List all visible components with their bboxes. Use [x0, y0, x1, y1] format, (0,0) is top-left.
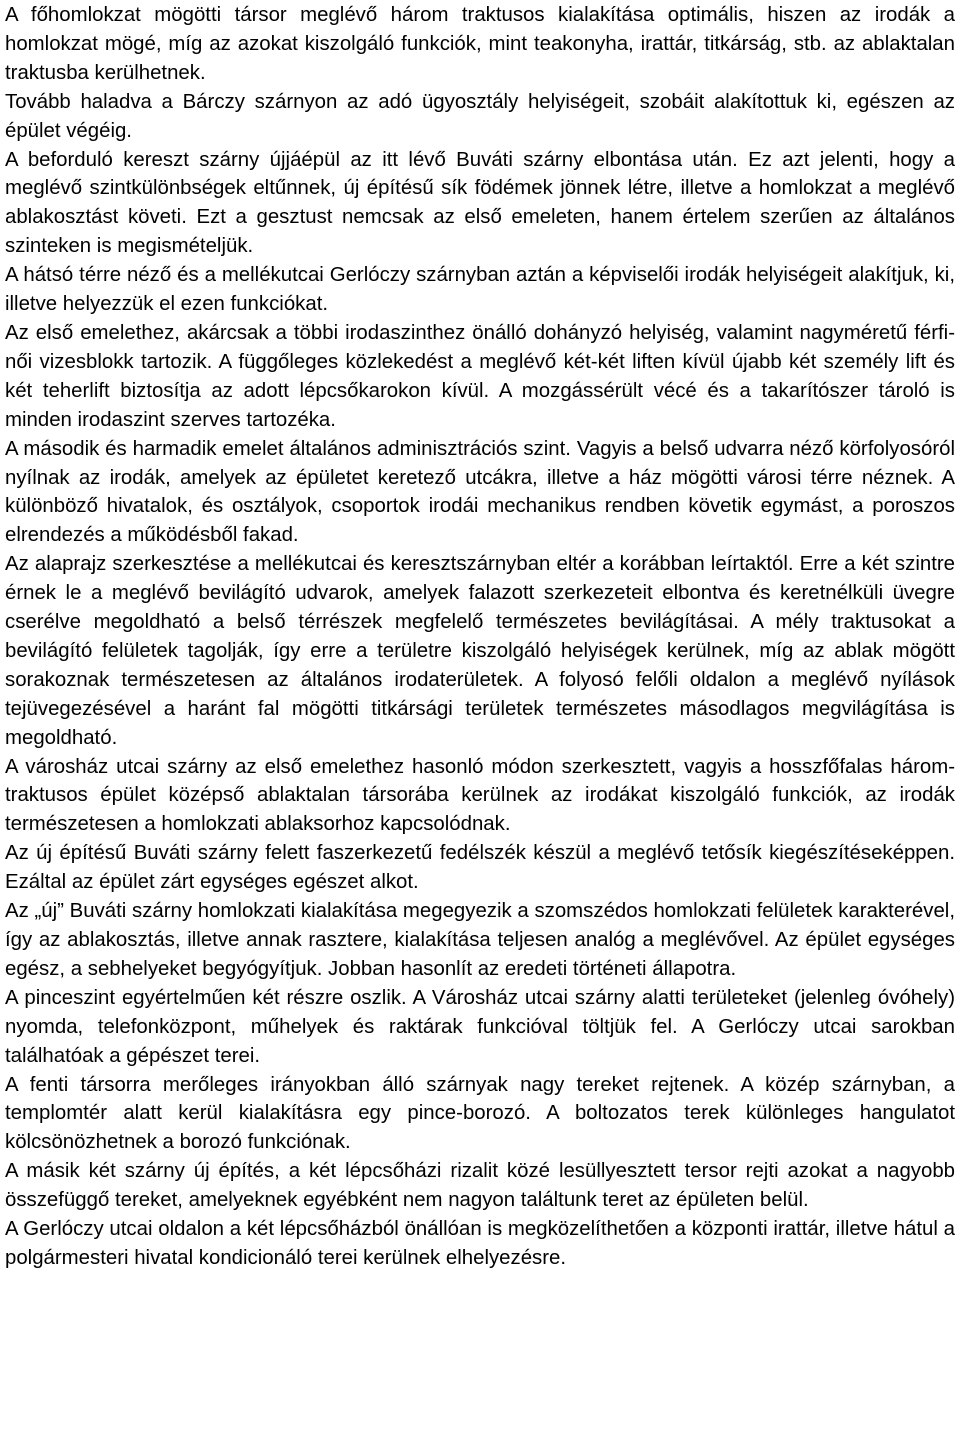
paragraph: A beforduló kereszt szárny újjáépül az itt lévő Buváti szárny elbontása után. Ez azt jelenti, hogy a meglévő szintkülönbségek eltűnnek, új építésű sík födémek jönnek létre, illetve a homlokzat a meglévő ablakosztást követi. Ezt a gesztust nemcsak az első emeleten, hanem értelem szerűen az általános szinteken is megismételjük. — [5, 148, 955, 258]
paragraph: A fenti társorra merőleges irányokban álló szárnyak nagy tereket rejtenek. A közép szárnyban, a templomtér alatt kerül kialakításra egy pince-borozó. A boltozatos terek különleges hangulatot kölcsönözhetnek a borozó funkciónak. — [5, 1073, 955, 1154]
document-body — [5, 0, 955, 1273]
paragraph: Az új építésű Buváti szárny felett faszerkezetű fedélszék készül a meglévő tetősík kiegészítéseképpen. Ezáltal az épület zárt egységes egészet alkot. — [5, 842, 955, 894]
paragraph: A pinceszint egyértelműen két részre oszlik. A Városház utcai szárny alatti területeket (jelenleg óvóhely) nyomda, telefonközpont, műhelyek és raktárak funkcióval töltjük fel. A Gerlóczy utcai sarokban találhatóak a gépészet terei. — [5, 986, 955, 1067]
paragraph: A második és harmadik emelet általános adminisztrációs szint. Vagyis a belső udvarra néző körfolyosóról nyílnak az irodák, amelyek az épületet keretező utcákra, illetve a ház mögötti városi térre néznek. A különböző hivatalok, és osztályok, csoportok irodái mechanikus rendben követik egymást, a poroszos elrendezés a működésből fakad. — [5, 437, 955, 547]
paragraph: A Gerlóczy utcai oldalon a két lépcsőházból önállóan is megközelíthetően a központi irattár, illetve hátul a polgármesteri hivatal kondicionáló terei kerülnek elhelyezésre. — [5, 1218, 955, 1269]
paragraph: A másik két szárny új építés, a két lépcsőházi rizalit közé lesüllyesztett tersor rejti azokat a nagyobb összefüggő tereket, amelyeknek egyébként nem nagyon találtunk teret az épületen belül. — [5, 1160, 955, 1212]
paragraph: Az alaprajz szerkesztése a mellékutcai és keresztszárnyban eltér a korábban leírtaktól. Erre a két szintre érnek le a meglévő bevilágító udvarok, amelyek falazott szerkezeteit elbontva és keretnélküli üvegre cserélve megoldható a belső térrészek megfelelő természetes bevilágításai. A mély traktusokat a bevilágító felületek tagolják, így erre a területre kiszolgáló helyiségek kerülnek, míg az ablak mögött sorakoznak természetesen az általános irodaterületek. A folyosó felőli oldalon a meglévő nyílások tejüvegezésével a haránt fal mögötti titkársági területek természetes másodlagos megvilágítása is megoldható. — [5, 553, 955, 749]
paragraph: A városház utcai szárny az első emelethez hasonló módon szerkesztett, vagyis a hosszfőfalas három-traktusos épület középső ablaktalan társorába kerülnek az irodákat kiszolgáló funkciók, az irodák természetesen a homlokzati ablaksorhoz kapcsolódnak. — [5, 755, 955, 836]
paragraph: Tovább haladva a Bárczy szárnyon az adó ügyosztály helyiségeit, szobáit alakítottuk ki, egészen az épület végéig. — [5, 90, 955, 142]
paragraph: A főhomlokzat mögötti társor meglévő három traktusos kialakítása optimális, hiszen az irodák a homlokzat mögé, míg az azokat kiszolgáló funkciók, mint teakonyha, irattár, titkárság, stb. az ablaktalan traktusba kerülhetnek. — [5, 4, 955, 84]
paragraph: Az első emelethez, akárcsak a többi irodaszinthez önálló dohányzó helyiség, valamint nagyméretű férfi-női vizesblokk tartozik. A függőleges közlekedést a meglévő két-két liften kívül újabb két személy lift és két teherlift biztosítja az adott lépcsőkarokon kívül. A mozgássérült vécé és a takarítószer tároló is minden irodaszint szerves tartozéka. — [5, 321, 955, 431]
paragraph: Az „új” Buváti szárny homlokzati kialakítása megegyezik a szomszédos homlokzati felületek karakterével, így az ablakosztás, illetve annak rasztere, kialakítása teljesen analóg a meglévővel. Az épület egységes egész, a sebhelyeket begyógyítjuk. Jobban hasonlít az eredeti történeti állapotra. — [5, 900, 955, 980]
paragraph: A hátsó térre néző és a mellékutcai Gerlóczy szárnyban aztán a képviselői irodák helyiségeit alakítjuk, ki, illetve helyezzük el ezen funkciókat. — [5, 264, 955, 316]
